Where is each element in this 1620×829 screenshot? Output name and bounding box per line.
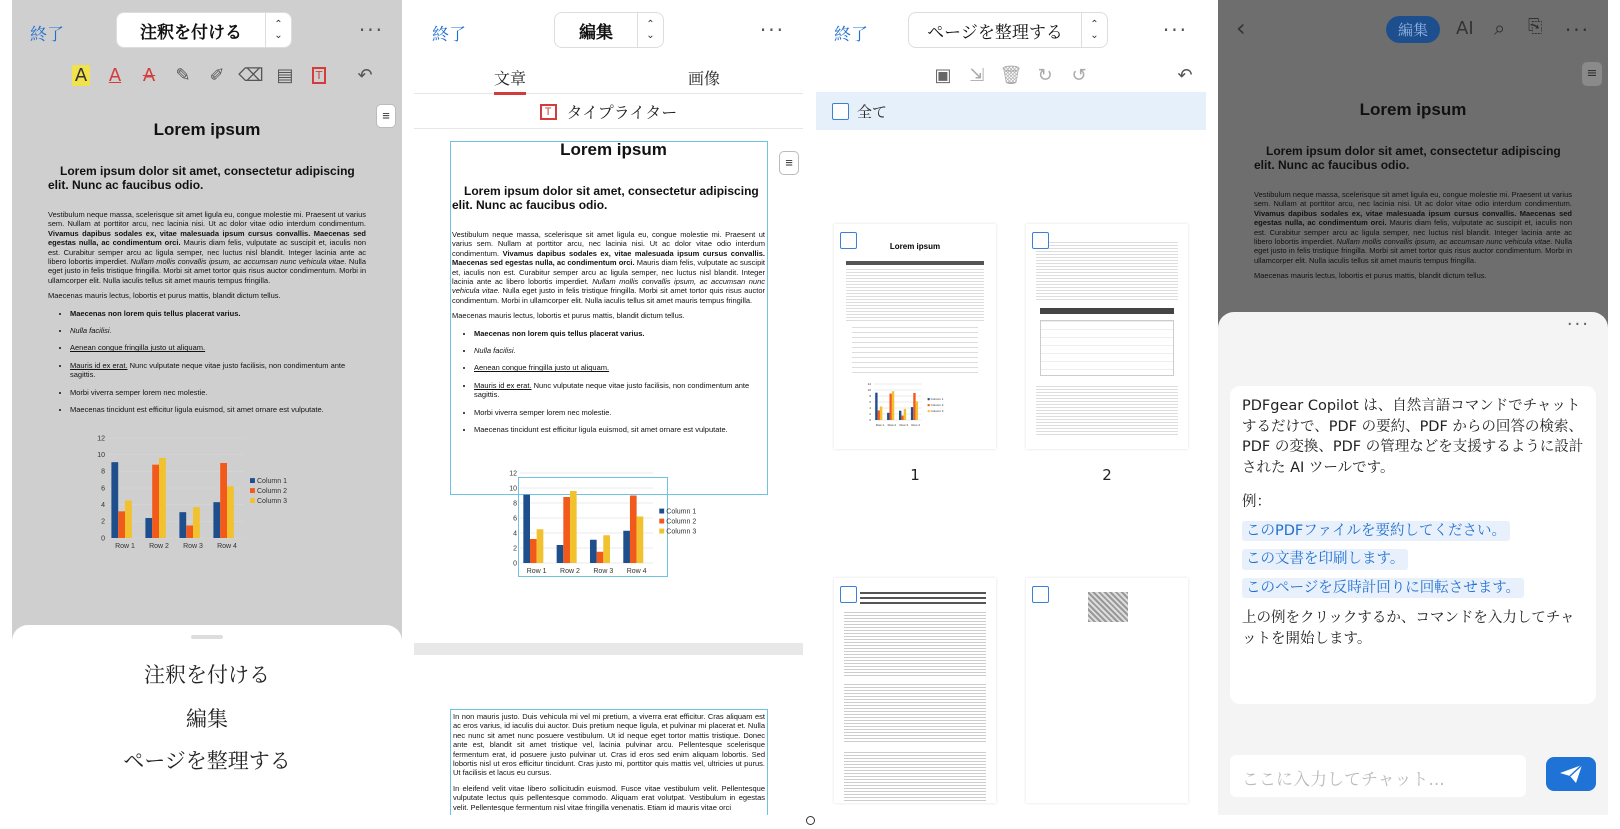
example-label: 例： [1242,494,1271,510]
list-item: • Mauris id ex erat. Nunc vulputate neque vitae justo facilisis, non condimentum ante sagittis. [474,381,765,400]
y-tick-label: 0 [101,535,105,543]
legend-swatch [928,404,930,406]
mode-label: 編集 [579,22,613,43]
page-heading: Lorem ipsum dolor sit amet, consectetur adipiscing elit. Nunc ac faucibus odio. [452,184,759,212]
chart-bar [152,465,159,538]
top-bar [414,0,803,60]
y-tick-label: 12 [97,435,105,443]
bar-chart [414,131,803,641]
pdf-page [12,96,402,626]
thumb-chart [834,224,996,449]
sheet-handle[interactable] [191,635,223,639]
more-icon[interactable]: ··· [1564,18,1590,42]
legend-label: Column 2 [666,518,697,526]
legend-label: Column 1 [666,508,697,516]
legend-swatch [659,519,664,524]
page-title: Lorem ipsum [1359,100,1467,119]
back-icon[interactable]: ‹ [1236,14,1246,42]
page-paragraph-2: Maecenas mauris lectus, lobortis et purus mattis, blandit dictum tellus. [48,291,281,301]
mode-sheet [12,625,402,815]
list-item: • Aenean congue fringilla justo ut aliquam. [70,343,366,352]
underline-icon[interactable]: A [108,64,122,86]
text-box-icon[interactable]: T [302,62,336,88]
more-icon[interactable]: ··· [759,18,785,42]
typewriter-tool[interactable] [414,95,803,129]
done-button[interactable]: 終了 [432,25,466,45]
mode-selector[interactable] [554,12,664,48]
legend-label: Column 1 [930,397,944,402]
mode-stepper-icon[interactable]: ⌃ ⌄ [265,13,291,47]
chart-bar [889,394,891,420]
x-tick-label: Row 2 [560,568,580,575]
page-heading: Lorem ipsum dolor sit amet, consectetur adipiscing elit. Nunc ac faucibus odio. [48,164,355,192]
page-checkbox[interactable] [1032,232,1049,249]
edit-badge[interactable]: 編集 [1386,16,1440,43]
marker-icon[interactable]: ✐ [209,64,225,86]
typewriter-icon: T [540,104,557,120]
footer-hint: 上の例をクリックするか、コマンドを入力してチャットを開始します。 [1242,610,1575,647]
y-tick-label: 4 [869,406,871,410]
pencil-icon[interactable]: ✎ [175,64,191,86]
page-gap [414,643,803,655]
search-icon[interactable]: ⌕ [1494,16,1506,40]
chart-bar [563,497,570,563]
chart-bar [899,411,901,420]
ai-button[interactable]: AI [1456,18,1474,39]
page-paragraph: Vestibulum neque massa, scelerisque sit amet ligula eu, congue molestie mi. Praesent ut varius sem. Nullam at porttitor arcu, nec lacinia nisi. Ut ac dolor vitae odio interdum condimentum. Vivamus dapibus sodales ex, vitae malesuada ipsum cursus convallis. Maecenas sed egestas nulla, ac condimentum orci. Mauris diam felis, vulputate ac suscipit et, iaculis non est. Curabitur semper arcu ac ligula semper, nec luctus nisl blandit. Integer lacinia ante ac libero lobortis imperdiet. Nullam mollis convallis ipsum, ac accumsan nunc vehicula vitae. Nulla eget justo in felis tristique fringilla. Morbi sit amet tortor quis risus auctor condimentum. Morbi in ullamcorper elit. Nulla iaculis tellus sit amet mauris tempus fringilla. [452,230,765,305]
chart-bar [637,517,644,564]
done-button[interactable]: 終了 [30,25,64,45]
strikethrough-icon[interactable]: A [142,64,156,86]
x-tick-label: Row 1 [526,568,547,575]
legend-label: Column 2 [257,488,287,495]
send-button[interactable] [1546,757,1596,791]
chart-bar [590,540,597,563]
list-item: • Nulla facilisi. [70,326,366,335]
y-tick-label: 10 [867,388,871,392]
legend-label: Column 3 [930,409,944,414]
page-paragraph: Vestibulum neque massa, scelerisque sit amet ligula eu, congue molestie mi. Praesent ut varius sem. Nullam at porttitor arcu, nec lacinia nisi. Ut ac dolor vitae odio interdum condimentum. Vivamus dapibus sodales ex, vitae malesuada ipsum cursus convallis. Maecenas sed egestas nulla, ac condimentum orci. Mauris diam felis, vulputate ac suscipit et, iaculis non est. Curabitur semper arcu ac ligula semper, nec luctus nisl blandit. Integer lacinia ante ac libero lobortis imperdiet. Nullam mollis convallis ipsum, ac accumsan nunc vehicula vitae. Nulla eget justo in felis tristique fringilla. Morbi sit amet tortor quis risus auctor condimentum. Morbi in ullamcorper elit. Nulla iaculis tellus sit amet mauris tempus fringilla. [1254,190,1573,265]
legend-swatch [250,478,255,483]
chart-bar [875,393,877,420]
chart-bar [186,526,193,539]
x-tick-label: Row 4 [217,543,237,550]
window-handle[interactable] [806,816,815,825]
mode-stepper-icon[interactable]: ⌃ ⌄ [637,13,663,47]
undo-icon[interactable]: ↶ [357,64,373,86]
y-tick-label: 6 [869,400,871,404]
chart-bar [118,511,125,538]
example-chip-rotate[interactable]: このページを反時計回りに回転させます。 [1242,578,1524,599]
y-tick-label: 2 [869,412,871,416]
legend-label: Column 1 [257,478,287,485]
chart-bar [913,393,915,420]
pdf-page-2 [414,655,803,815]
sheet-option-organize[interactable]: ページを整理する [123,749,291,773]
x-tick-label: Row 3 [183,543,203,550]
page-heading: Lorem ipsum dolor sit amet, consectetur adipiscing elit. Nunc ac faucibus odio. [1254,144,1561,172]
ai-chat-panel [1218,0,1608,815]
chart-bar [603,535,610,563]
select-all-checkbox[interactable] [832,103,849,120]
chart-bar [623,531,630,563]
legend-swatch [659,529,664,534]
chat-more-icon[interactable]: ··· [1566,314,1590,335]
select-all-label: 全て [857,102,888,121]
bookmark-icon[interactable]: ⎘ [1528,16,1543,37]
typewriter-label: タイプライター [566,103,678,122]
page-title: Lorem ipsum [560,140,667,159]
chart-bar [557,545,564,563]
highlight-icon[interactable]: A [64,62,98,88]
legend-swatch [250,488,255,493]
select-all-row[interactable] [816,92,1206,130]
list-item: • Mauris id ex erat. Nunc vulputate neque vitae justo facilisis, non condimentum ante sagittis. [70,361,366,380]
y-tick-label: 8 [869,394,871,398]
chart-bar [537,529,544,563]
page-checkbox[interactable] [1032,586,1049,603]
x-tick-label: Row 1 [875,423,885,427]
y-tick-label: 12 [509,470,517,478]
legend-label: Column 3 [257,498,287,505]
outline-icon[interactable]: ≡ [376,104,396,128]
list-item: • Maecenas tincidunt est efficitur ligula euismod, sit amet ornare est vulputate. [70,405,366,414]
x-tick-label: Row 1 [115,543,135,550]
x-tick-label: Row 2 [149,543,169,550]
list-item: • Aenean congue fringilla justo ut aliquam. [474,363,765,372]
thumb-title: Lorem ipsum [889,242,941,251]
send-icon [1559,764,1583,784]
pdf-page-dimmed [1218,90,1608,312]
chart-bar [125,501,132,539]
x-tick-label: Row 3 [593,568,614,575]
page-title: Lorem ipsum [153,120,261,139]
insert-page-icon[interactable]: ▣ [934,64,952,86]
list-item: • Maecenas tincidunt est efficitur ligula euismod, sit amet ornare est vulputate. [474,425,765,434]
example-chip-print[interactable]: この文書を印刷します。 [1242,549,1408,570]
chart-bar [904,409,906,420]
chart-bar [179,512,186,538]
text-block-selection-2[interactable] [450,709,768,815]
sheet-option-edit[interactable]: 編集 [186,707,228,731]
y-tick-label: 6 [101,485,105,493]
page2-paragraph-2: In eleifend velit vitae libero sollicitudin euismod. Fusce vitae vestibulum velit. Pellentesque vulputate lectus quis pellentesque commodo. Aliquam erat volutpat. Vestibulum in egestas velit. Pellentesque fermentum nisl vitae fringilla venenatis. Etiam id mauris vitae orci [453,783,765,812]
copilot-sheet [1218,312,1608,815]
chart-bar [878,410,880,420]
y-tick-label: 10 [97,452,105,459]
comment-icon[interactable]: ▤ [276,64,294,86]
y-tick-label: 0 [513,560,517,568]
chart-bar [911,407,913,420]
done-button[interactable]: 終了 [834,25,868,45]
x-tick-label: Row 4 [911,423,920,427]
chart-bar [887,413,889,420]
page-number-1: 1 [910,466,920,484]
chart-bar [213,502,220,538]
undo-icon[interactable]: ↶ [1177,64,1193,86]
mode-selector[interactable] [908,12,1108,48]
chat-input[interactable]: ここに入力してチャット... [1230,755,1526,797]
chart-bar [523,495,530,563]
top-bar [12,0,402,60]
chart-bar [111,462,118,538]
legend-label: Column 2 [930,403,944,408]
list-item: • Morbi viverra semper lorem nec molestie. [70,388,366,397]
rotate-left-icon[interactable]: ↺ [1071,64,1087,86]
list-item: • Maecenas non lorem quis tellus placerat varius. [70,309,366,318]
rotate-right-icon[interactable]: ↻ [1037,64,1053,86]
y-tick-label: 4 [513,530,517,538]
pdf-page [414,131,803,641]
edit-tabs [414,60,803,94]
page-paragraph-2: Maecenas mauris lectus, lobortis et purus mattis, blandit dictum tellus. [1254,271,1487,281]
legend-label: Column 3 [666,528,697,536]
y-tick-label: 2 [101,518,105,526]
x-tick-label: Row 3 [899,423,909,427]
chart-bar [916,401,918,420]
page-paragraph-2: Maecenas mauris lectus, lobortis et purus mattis, blandit dictum tellus. [452,311,685,321]
y-tick-label: 10 [509,485,517,493]
organize-toolbar [816,60,1206,90]
x-tick-label: Row 4 [626,568,647,575]
y-tick-label: 0 [869,418,871,422]
mode-label: ページを整理する [927,22,1063,43]
extract-page-icon[interactable]: ⇲ [969,64,985,86]
y-tick-label: 8 [101,468,105,476]
chart-bar [597,552,604,563]
legend-swatch [928,398,930,400]
delete-icon[interactable]: 🗑 [999,64,1023,86]
outline-icon[interactable]: ≡ [779,151,799,175]
y-tick-label: 2 [513,545,517,553]
y-tick-label: 8 [513,500,517,508]
bar-chart [12,96,402,626]
page-checkbox[interactable] [840,586,857,603]
chart-bar [227,486,234,538]
chart-bar [570,491,577,563]
legend-swatch [928,410,930,412]
top-bar [816,0,1206,60]
y-tick-label: 6 [513,515,517,523]
edit-panel [414,0,803,815]
chart-bar [159,458,166,538]
page-thumbnail-4[interactable] [1026,578,1188,803]
chart-bar [630,496,637,564]
mode-label: 注釈を付ける [140,22,242,43]
top-bar [1218,0,1608,60]
list-item: • Morbi viverra semper lorem nec molestie. [474,408,765,417]
chart-bar [530,539,537,563]
outline-icon[interactable]: ≡ [1582,62,1602,86]
list-item: • Nulla facilisi. [474,346,765,355]
annotation-toolbar [12,60,402,90]
chart-bar [220,463,227,538]
copilot-intro: PDFgear Copilot は、自然言語コマンドでチャットするだけで、PDF の要約、PDF からの回答の検索、PDF の変換、PDF の管理などを支援するように設計された AI ツールです。 [1242,398,1584,476]
chart-bar [901,416,903,421]
x-tick-label: Row 2 [887,423,897,427]
page-paragraph: Vestibulum neque massa, scelerisque sit amet ligula eu, congue molestie mi. Praesent ut varius sem. Nullam at porttitor arcu, nec lacinia nisi. Ut ac dolor vitae odio interdum condimentum. Vivamus dapibus sodales ex, vitae malesuada ipsum cursus convallis. Maecenas sed egestas nulla, ac condimentum orci. Mauris diam felis, vulputate ac suscipit et, iaculis non est. Curabitur semper arcu ac ligula semper, nec luctus nisl blandit. Integer lacinia ante ac libero lobortis imperdiet. Nullam mollis convallis ipsum, ac accumsan nunc vehicula vitae. Nulla eget justo in felis tristique fringilla. Morbi sit amet tortor quis risus auctor condimentum. Morbi in ullamcorper elit. Nulla iaculis tellus sit amet mauris tempus fringilla. [48,210,367,285]
chart-bar [880,407,882,421]
example-chip-summarize[interactable]: このPDFファイルを要約してください。 [1242,521,1510,542]
list-item: • Maecenas non lorem quis tellus placerat varius. [474,329,765,338]
tab-image[interactable]: 画像 [688,69,721,88]
page-number-2: 2 [1102,466,1112,484]
organize-panel [816,0,1206,815]
thumb-image [1088,592,1128,622]
chart-bar [193,507,200,538]
y-tick-label: 4 [101,502,105,509]
eraser-icon[interactable]: ⌫ [238,64,264,86]
copilot-message [1230,386,1596,704]
chart-bar [145,518,152,538]
mode-selector[interactable] [116,12,292,48]
tab-text[interactable]: 文章 [494,66,526,95]
y-tick-label: 12 [867,382,871,386]
more-icon[interactable]: ··· [358,18,384,42]
page-thumbnail-2[interactable] [1026,224,1188,449]
page-thumbnail-1[interactable] [834,224,996,449]
chart-bar [892,391,894,420]
sheet-option-annotate[interactable]: 注釈を付ける [144,663,270,687]
mode-stepper-icon[interactable]: ⌃ ⌄ [1081,13,1107,47]
page-thumbnail-3[interactable] [834,578,996,803]
legend-swatch [250,498,255,503]
page2-paragraph: In non mauris justo. Duis vehicula mi vel mi pretium, a viverra erat efficitur. Cras aliquam est ac eros varius, id iaculis dui auctor. Duis pretium neque ligula, et pulvinar mi placerat et. Nulla nec nunc sit amet nunc posuere vestibulum. Ut id neque eget tortor mattis tristique. Donec ante est, blandit sit amet tristique vel, lacinia pulvinar arcu. Pellentesque scelerisque fermentum erat, id posuere justo pulvinar ut. Cras id eros sed enim aliquam lobortis. Sed lobortis nisl ut eros efficitur tincidunt. Cras justo mi, porttitor quis mattis vel, ultricies ut purus. Ut facilisis et lacus eu cursus. [453,712,765,778]
annotate-panel [12,0,402,815]
more-icon[interactable]: ··· [1162,18,1188,42]
legend-swatch [659,509,664,514]
